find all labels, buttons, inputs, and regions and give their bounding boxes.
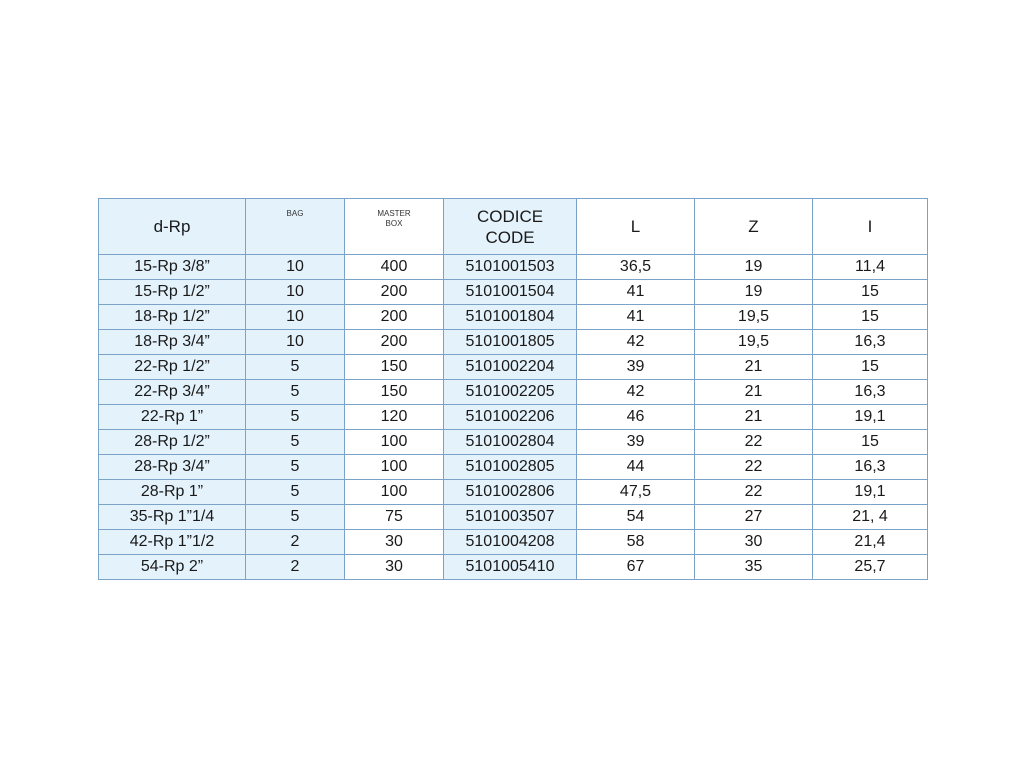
cell-l: 36,5 [577,255,695,280]
cell-l: 46 [577,405,695,430]
table-row [99,355,928,380]
cell-z: 19,5 [695,330,813,355]
header-row [99,199,928,255]
cell-bag: 5 [246,430,345,455]
cell-bag: 5 [246,355,345,380]
header-i: I [813,199,928,255]
header-l: L [577,199,695,255]
cell-code: 5101004208 [444,530,577,555]
cell-drp: 35-Rp 1”1/4 [99,505,246,530]
cell-code: 5101002206 [444,405,577,430]
cell-code: 5101003507 [444,505,577,530]
cell-i: 19,1 [813,480,928,505]
cell-bag: 5 [246,455,345,480]
cell-z: 19 [695,255,813,280]
table-row [99,330,928,355]
cell-drp: 28-Rp 1” [99,480,246,505]
cell-i: 16,3 [813,380,928,405]
cell-drp: 22-Rp 1/2” [99,355,246,380]
cell-z: 35 [695,555,813,580]
cell-code: 5101002804 [444,430,577,455]
table-body [99,255,928,580]
cell-drp: 28-Rp 1/2” [99,430,246,455]
cell-code: 5101002204 [444,355,577,380]
cell-bag: 2 [246,555,345,580]
cell-l: 54 [577,505,695,530]
cell-l: 42 [577,330,695,355]
cell-z: 22 [695,430,813,455]
cell-z: 19,5 [695,305,813,330]
cell-master-box: 200 [345,330,444,355]
cell-drp: 18-Rp 3/4” [99,330,246,355]
cell-l: 47,5 [577,480,695,505]
cell-l: 41 [577,280,695,305]
cell-i: 21,4 [813,530,928,555]
cell-bag: 5 [246,405,345,430]
cell-drp: 28-Rp 3/4” [99,455,246,480]
cell-i: 15 [813,355,928,380]
table-row [99,380,928,405]
cell-master-box: 400 [345,255,444,280]
cell-z: 21 [695,405,813,430]
header-code: CODE [485,227,535,247]
spec-table-container [98,198,927,580]
cell-l: 41 [577,305,695,330]
cell-drp: 18-Rp 1/2” [99,305,246,330]
table-row [99,555,928,580]
cell-i: 21, 4 [813,505,928,530]
cell-l: 42 [577,380,695,405]
cell-i: 15 [813,280,928,305]
cell-i: 15 [813,305,928,330]
cell-master-box: 75 [345,505,444,530]
cell-l: 58 [577,530,695,555]
cell-bag: 10 [246,280,345,305]
cell-drp: 42-Rp 1”1/2 [99,530,246,555]
cell-bag: 5 [246,380,345,405]
cell-master-box: 30 [345,530,444,555]
cell-l: 44 [577,455,695,480]
cell-drp: 22-Rp 1” [99,405,246,430]
table-row [99,305,928,330]
cell-code: 5101002806 [444,480,577,505]
table-row [99,455,928,480]
cell-drp: 15-Rp 1/2” [99,280,246,305]
header-master-line1: MASTER [377,209,411,218]
cell-code: 5101001804 [444,305,577,330]
cell-code: 5101002805 [444,455,577,480]
cell-z: 21 [695,380,813,405]
header-master-box [345,199,444,255]
table-row [99,530,928,555]
cell-i: 16,3 [813,330,928,355]
table-row [99,255,928,280]
cell-l: 39 [577,430,695,455]
cell-master-box: 100 [345,430,444,455]
cell-drp: 54-Rp 2” [99,555,246,580]
cell-master-box: 30 [345,555,444,580]
cell-l: 67 [577,555,695,580]
cell-z: 22 [695,455,813,480]
cell-bag: 10 [246,330,345,355]
cell-bag: 10 [246,305,345,330]
cell-i: 16,3 [813,455,928,480]
cell-master-box: 150 [345,355,444,380]
cell-drp: 15-Rp 3/8” [99,255,246,280]
cell-z: 27 [695,505,813,530]
cell-master-box: 120 [345,405,444,430]
cell-code: 5101005410 [444,555,577,580]
cell-i: 25,7 [813,555,928,580]
cell-master-box: 100 [345,455,444,480]
cell-i: 19,1 [813,405,928,430]
table-row [99,505,928,530]
cell-z: 30 [695,530,813,555]
cell-i: 11,4 [813,255,928,280]
cell-bag: 5 [246,505,345,530]
cell-l: 39 [577,355,695,380]
cell-code: 5101001504 [444,280,577,305]
cell-master-box: 200 [345,305,444,330]
cell-i: 15 [813,430,928,455]
cell-bag: 10 [246,255,345,280]
cell-bag: 5 [246,480,345,505]
table-row [99,480,928,505]
header-master-line2: BOX [385,219,403,228]
cell-code: 5101001805 [444,330,577,355]
cell-drp: 22-Rp 3/4” [99,380,246,405]
header-bag: BAG [246,199,345,255]
cell-code: 5101002205 [444,380,577,405]
cell-master-box: 100 [345,480,444,505]
cell-master-box: 200 [345,280,444,305]
table-row [99,430,928,455]
spec-table [98,198,928,580]
cell-z: 22 [695,480,813,505]
cell-bag: 2 [246,530,345,555]
header-z: Z [695,199,813,255]
header-drp: d-Rp [99,199,246,255]
cell-z: 19 [695,280,813,305]
cell-master-box: 150 [345,380,444,405]
table-row [99,280,928,305]
cell-z: 21 [695,355,813,380]
table-row [99,405,928,430]
header-codice: CODICE [476,206,544,226]
cell-code: 5101001503 [444,255,577,280]
header-codice-code [444,199,577,255]
